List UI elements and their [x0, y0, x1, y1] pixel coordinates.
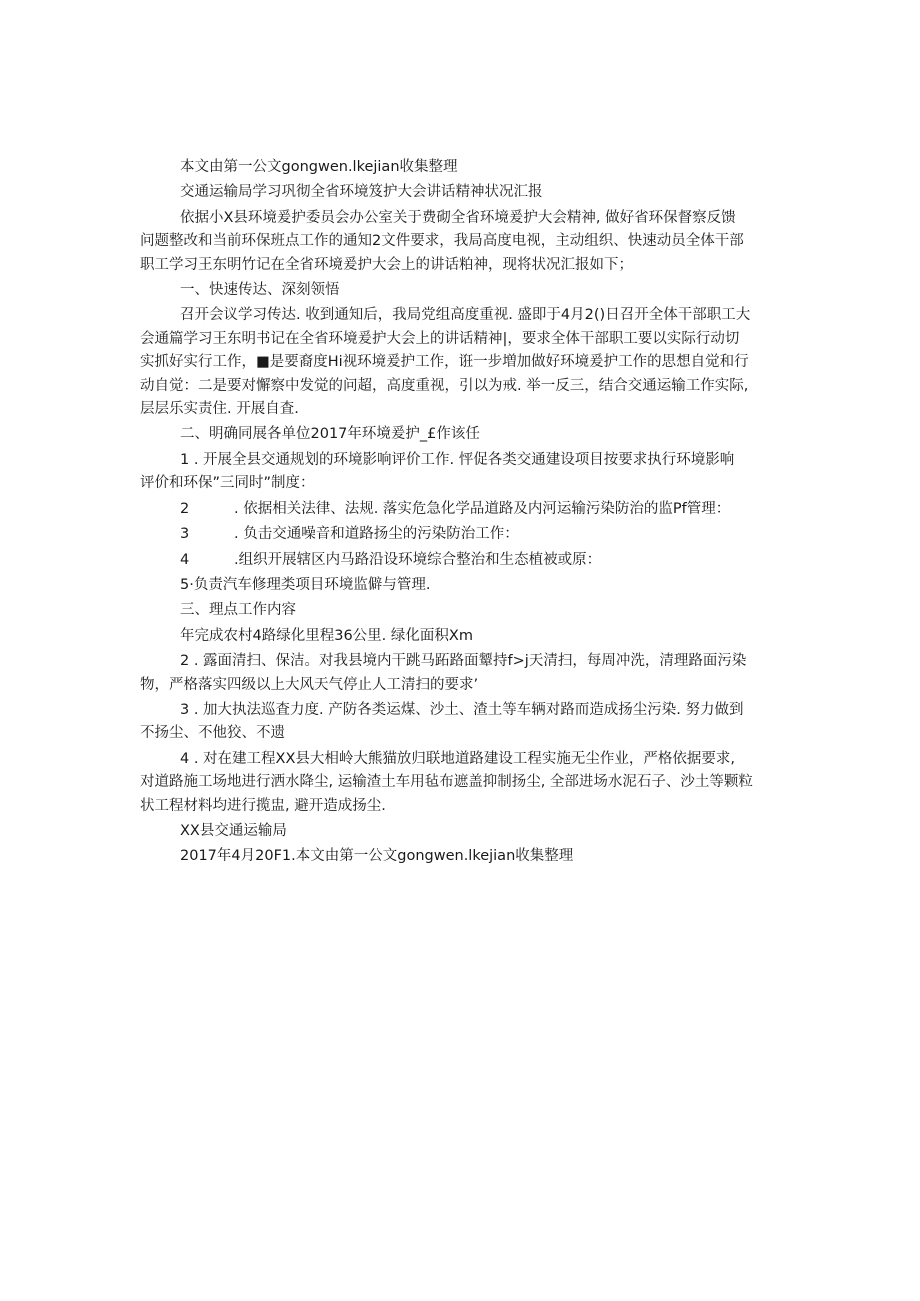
section2-item-2 — [140, 498, 780, 521]
section1-heading: 一、快速传达、深刻领悟 — [180, 282, 340, 299]
item-number: 4 — [180, 551, 190, 568]
section1-line: 层层乐实责住. 开展自査. — [140, 401, 299, 418]
intro-paragraph — [140, 207, 780, 277]
section3-item-3 — [140, 699, 780, 746]
section2-item-4 — [140, 549, 780, 572]
item-text: . 依据相关法律、法规. 落实危急化学品道路及内河运输污染防治的监Pf管理： — [234, 500, 731, 517]
section3-item-line: 2 . 露面清扫、保洁。对我县境内干跳马跖路面颦持f>j天清扫，每周冲洗，清理路面污染 — [180, 653, 747, 670]
item-text: .组织开展辖区内马路沿设环境综合整治和生态植被或原： — [234, 551, 602, 568]
section1-line: 召开会议学习传达. 收到通知后，我局党组高度重视. 盛即于4月2()日召开全体干部职工大 — [180, 307, 751, 324]
item-text: . 负击交通噪音和道路扬尘的污染防治工作： — [234, 526, 519, 543]
section1-line: 会通篇学习王东明书记在全省环境爰护大会上的讲话精神|，要求全体干部职工要以实际行动切 — [140, 330, 740, 347]
section2-item-5: 5·负责汽车修理类项目环境监僻与管理. — [180, 576, 431, 593]
section2-item-1 — [140, 449, 780, 496]
section2-item-line: 评价和环保”三同时”制度： — [140, 475, 315, 492]
intro-line: 问题整改和当前环保班点工作的通知2文件要求，我局高度电视，主动组织、快速动员全体干部 — [140, 233, 744, 250]
document-body — [140, 156, 780, 869]
section3-item-line: 3 . 加大执法巡査力度. 产防各类运煤、沙土、渣土等车辆对路而造成扬尘污染. 努力做到 — [180, 701, 744, 718]
item-number: 3 — [180, 526, 190, 543]
section1-paragraph — [140, 304, 780, 421]
section2-item-3 — [140, 523, 780, 546]
intro-line: 依据小X县环境爰护委员会办公室关于费砌全省环境爰护大会精神, 做好省环保督察反馈 — [180, 209, 736, 226]
section2-heading: 二、明确同展各单位2017年环境爰护_£作该任 — [180, 426, 480, 443]
section1-line: 动自觉：二是要对懈察中发觉的问超，高度重视，引以为戒. 举一反三，结合交通运输工作实际, — [140, 377, 749, 394]
section1-line: 实抓好实行工作，■是要裔度Hi视环境爰护工作，诳一步増加做好环境爰护工作的思想自觉和行 — [140, 354, 749, 371]
signature: XX县交通运输局 — [180, 822, 287, 839]
section3-item-line: 物，严格落实四级以上大风天气停止人工清扫的要求’ — [140, 676, 479, 693]
section3-item-line: 不扬尘、不他狡、不遗 — [140, 725, 285, 742]
section3-item-line: 对道路施工场地进行洒水降尘, 运输渣土车用毡布遮盖抑制扬尘, 全部进场水泥石子、沙土等颗粒 — [140, 774, 753, 791]
document-title: 交通运输局学习巩彻全省环境笈护大会讲话精神状况汇报 — [180, 184, 543, 201]
header-note: 本文由第一公文gongwen.lkejian收集整理 — [180, 159, 458, 175]
section3-item-2 — [140, 650, 780, 697]
section3-item-line: 状工程材料均进行揽盅, 避开造成扬尘. — [140, 797, 386, 814]
section3-heading: 三、理点工作内容 — [180, 602, 296, 619]
section2-item-line: 1 . 开展全县交通规划的环境影响评价工作. 怦促各类交通建设项目按要求执行环境影响 — [180, 451, 735, 468]
item-number: 2 — [180, 500, 190, 517]
section3-item-4 — [140, 748, 780, 818]
footer-line: 2017年4月20F1.本文由第一公文gongwen.lkejian收集整理 — [180, 848, 574, 865]
section3-item-line: 4 . 对在建工程XX县大相岭大熊猫放归联地道路建设工程实施无尘作业，严格依据要求, — [180, 750, 736, 767]
intro-line: 职工学习王东明竹记在全省环境爰护大会上的讲话粕神，现将状况汇报如下； — [140, 256, 633, 273]
section3-item-1: 年完成农村4路绿化里程36公里. 绿化面积Xm — [180, 627, 473, 644]
